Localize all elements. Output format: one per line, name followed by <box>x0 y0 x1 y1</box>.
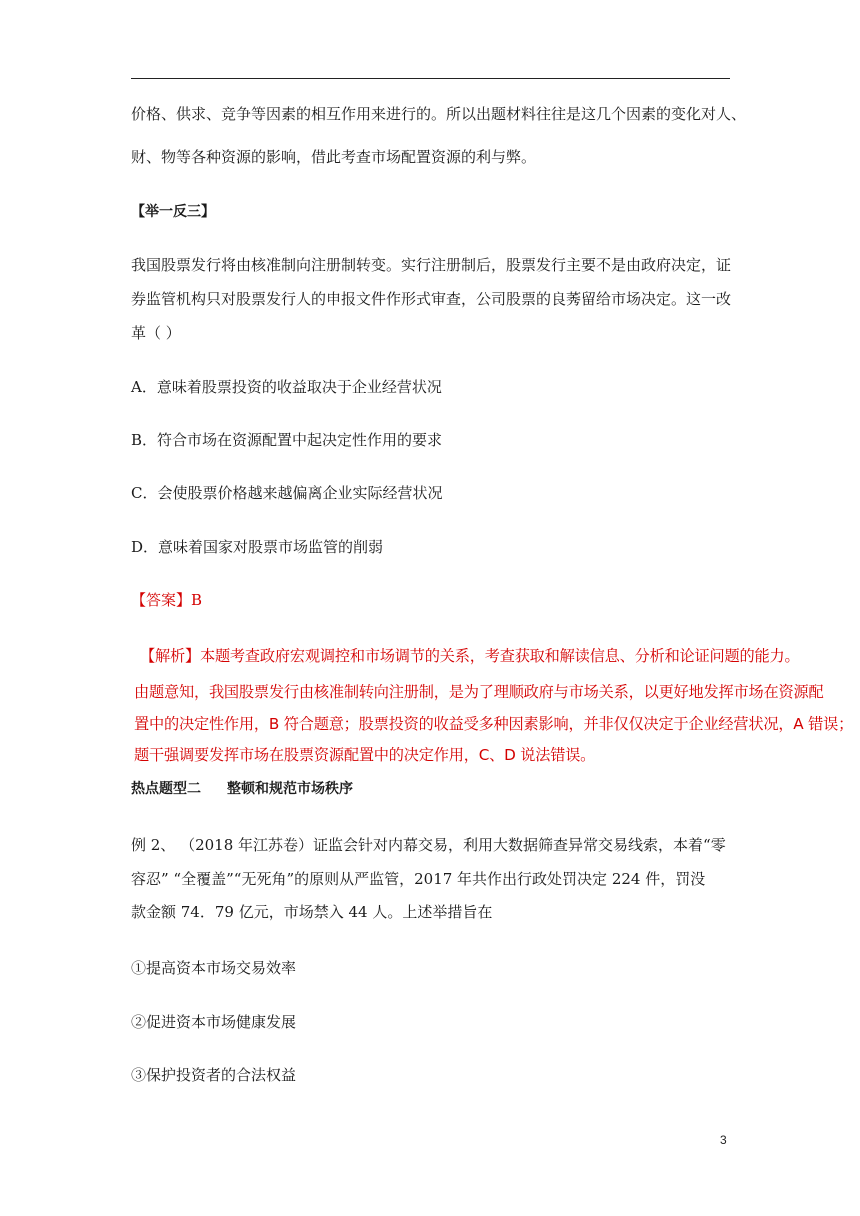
example-line-1: 例 2、 （2018 年江苏卷）证监会针对内幕交易，利用大数据筛查异常交易线索，本着“零 <box>131 836 726 854</box>
analysis-line-3: 置中的决定性作用，B 符合题意；股票投资的收益受多种因素影响，并非仅仅决定于企业经营状况，A 错误； <box>134 715 854 733</box>
hot-topic-heading <box>131 778 353 800</box>
analysis-line-2: 由题意知，我国股票发行由核准制转向注册制，是为了理顺政府与市场关系，以更好地发挥市场在资源配 <box>134 683 824 701</box>
analysis-line-4: 题干强调要发挥市场在股票资源配置中的决定作用，C、D 说法错误。 <box>134 746 596 764</box>
answer-line <box>131 589 202 611</box>
example-line-3: 款金额 74．79 亿元，市场禁入 44 人。上述举措旨在 <box>131 903 493 921</box>
header-rule <box>131 78 730 79</box>
statement-1: ①提高资本市场交易效率 <box>131 959 297 977</box>
answer-label: 【答案】 <box>131 591 192 609</box>
intro-line-2: 财、物等各种资源的影响，借此考查市场配置资源的利与弊。 <box>131 148 537 166</box>
question-line-2: 券监管机构只对股票发行人的申报文件作形式审查，公司股票的良莠留给市场决定。这一改 <box>131 290 732 308</box>
option-a: A．意味着股票投资的收益取决于企业经营状况 <box>131 378 442 396</box>
page-number: 3 <box>720 1133 727 1147</box>
section-heading: 【举一反三】 <box>131 204 215 220</box>
intro-line-1: 价格、供求、竞争等因素的相互作用来进行的。所以出题材料往往是这几个因素的变化对人、 <box>131 105 747 123</box>
option-c: C．会使股票价格越来越偏离企业实际经营状况 <box>131 484 443 502</box>
analysis-line-1: 【解析】本题考查政府宏观调控和市场调节的关系，考查获取和解读信息、分析和论证问题的能力。 <box>140 647 800 665</box>
answer-value: B <box>191 591 203 609</box>
option-d: D．意味着国家对股票市场监管的削弱 <box>131 538 384 556</box>
hot-topic-title: 整顿和规范市场秩序 <box>227 781 353 797</box>
question-line-3: 革（ ） <box>131 324 181 342</box>
example-line-2: 容忍” “全覆盖”“无死角”的原则从严监管，2017 年共作出行政处罚决定 224 件，罚没 <box>131 870 706 888</box>
statement-3: ③保护投资者的合法权益 <box>131 1066 297 1084</box>
hot-topic-label: 热点题型二 <box>131 781 201 797</box>
question-line-1: 我国股票发行将由核准制向注册制转变。实行注册制后，股票发行主要不是由政府决定，证 <box>131 256 732 274</box>
statement-2: ②促进资本市场健康发展 <box>131 1013 297 1031</box>
option-b: B．符合市场在资源配置中起决定性作用的要求 <box>131 431 443 449</box>
